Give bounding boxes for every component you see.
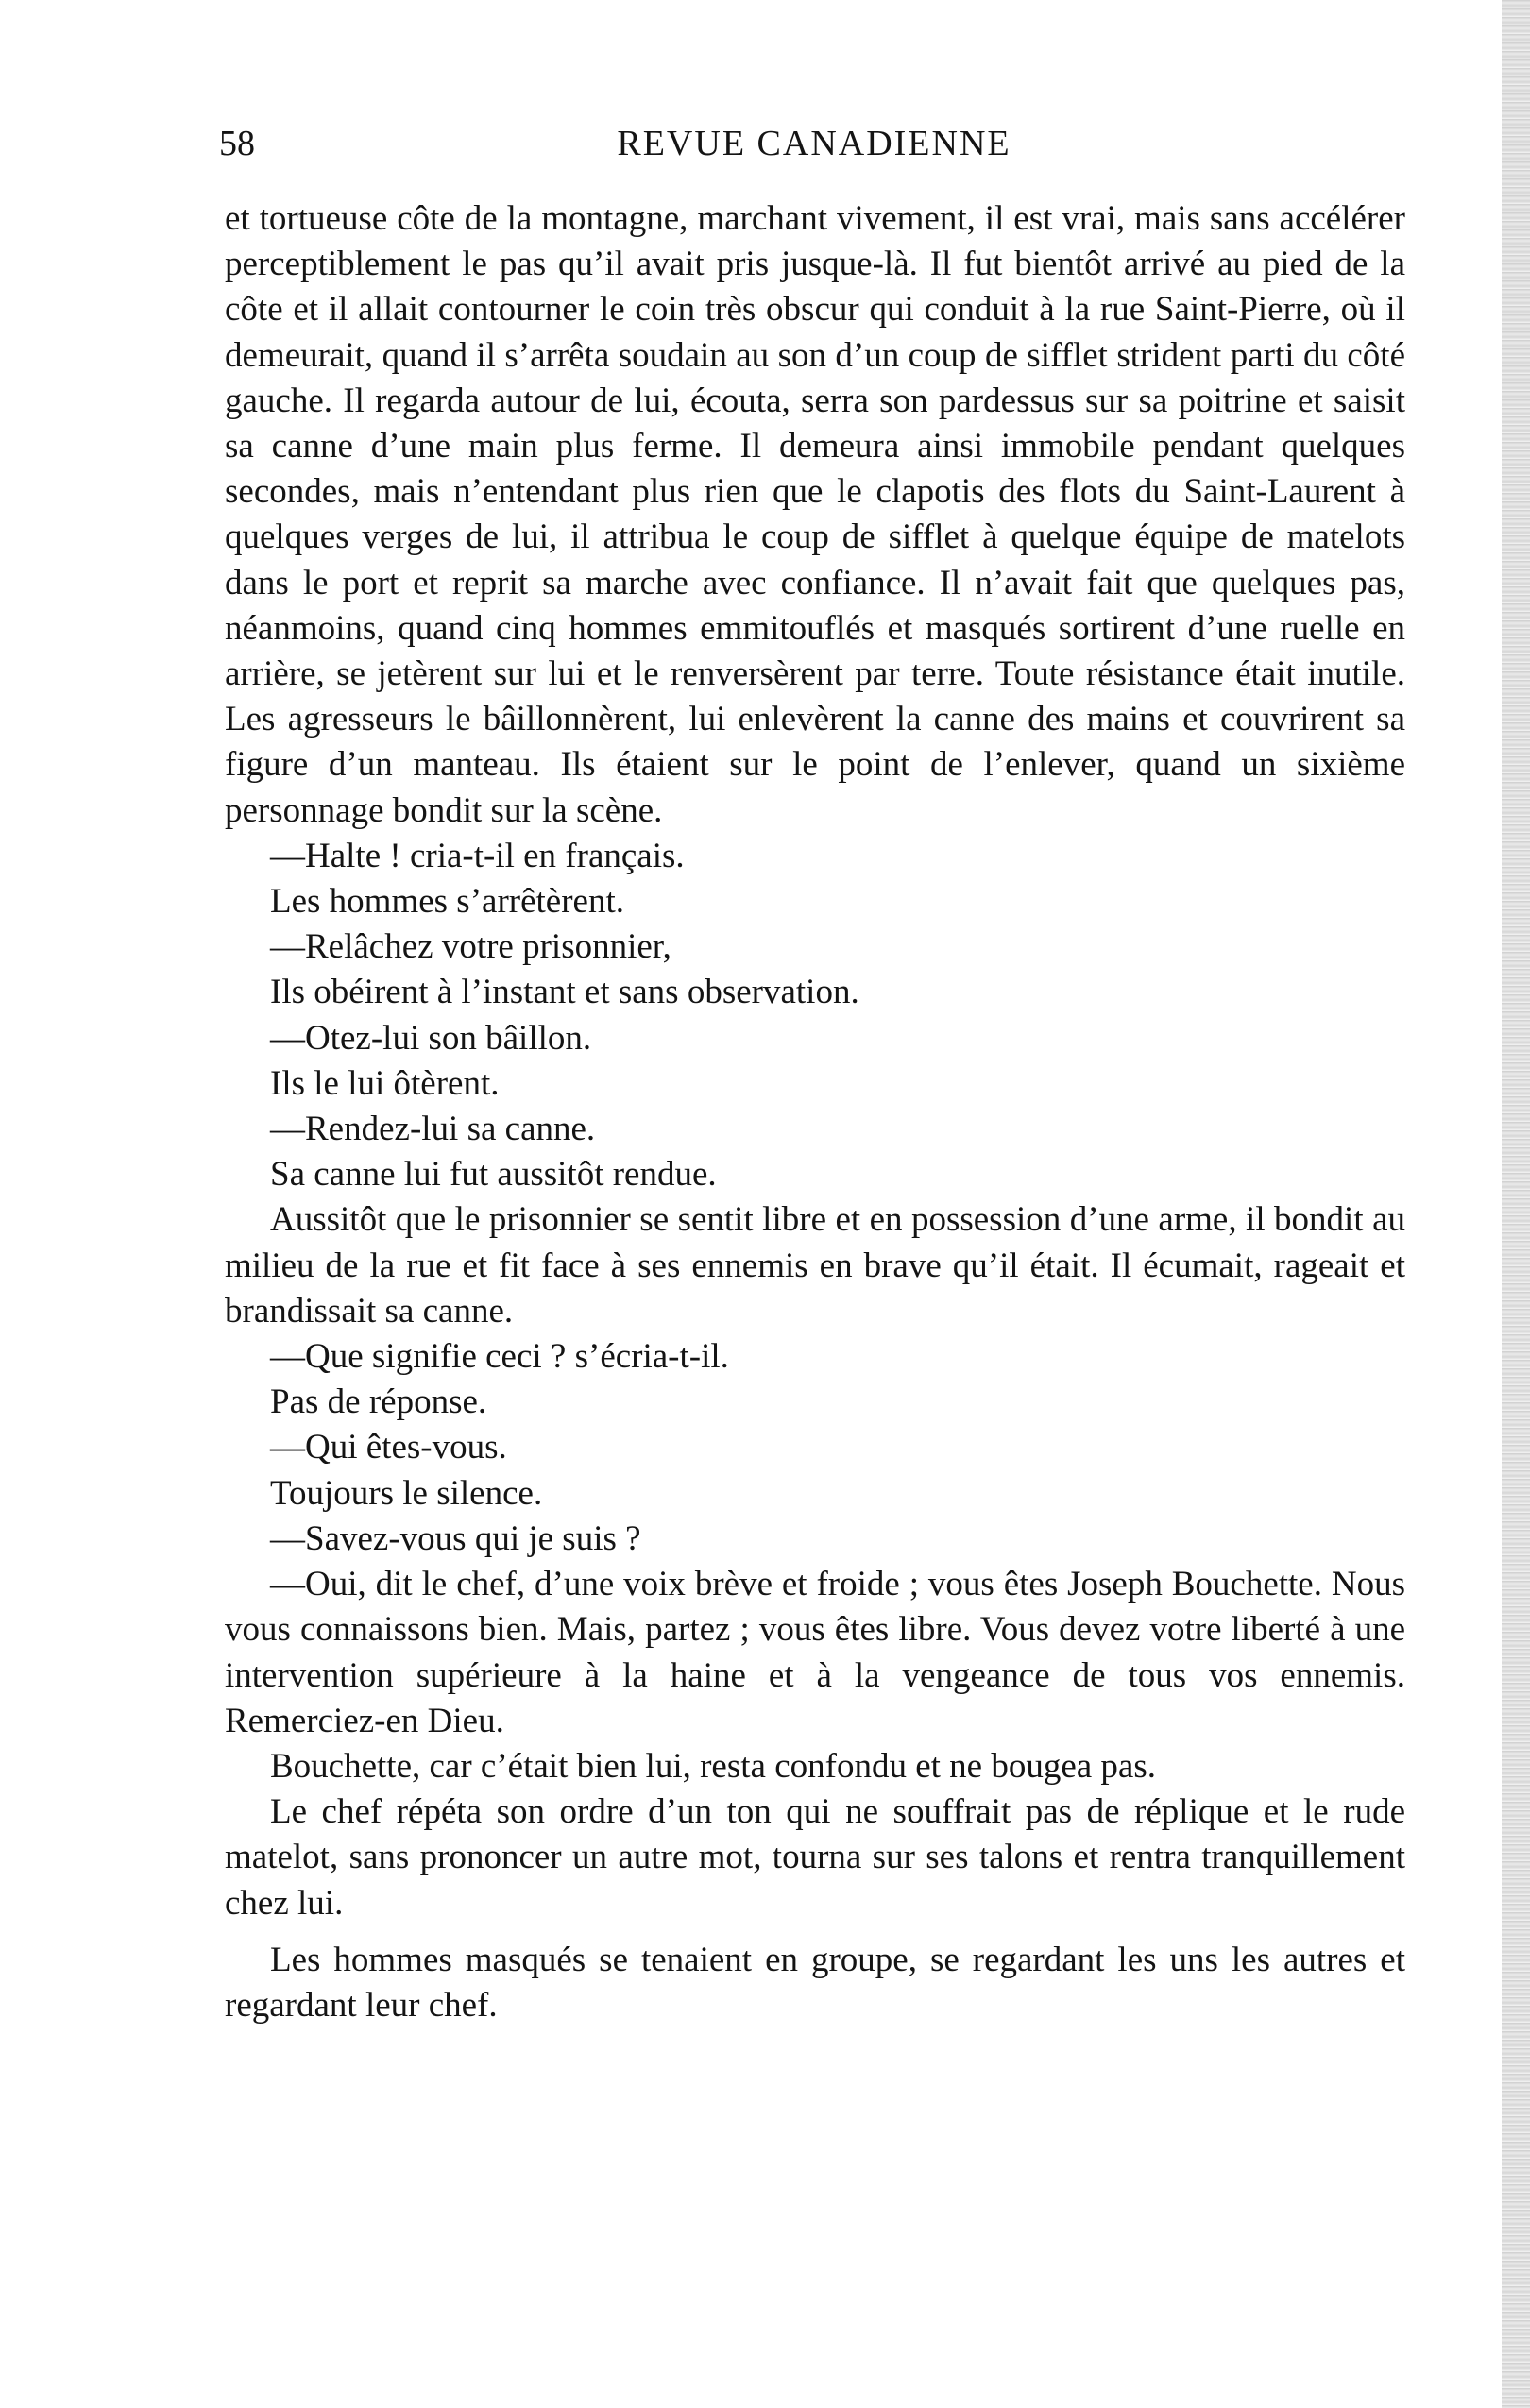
paragraph: Les hommes masqués se tenaient en groupe, se regardant les uns les autres et regardant leur chef. <box>225 1940 1405 2025</box>
paragraph: Ils le lui ôtèrent. <box>270 1063 500 1103</box>
paragraph: Pas de réponse. <box>270 1382 487 1422</box>
paragraph: et tortueuse côte de la montagne, marchant vivement, il est vrai, mais sans accélérer perceptiblement le pas qu’il avait pris jusque-là. Il fut bientôt arrivé au pied de la côte et il allait contourner le coin très obscur qui conduit à la rue Saint-Pierre, où il demeurait, quand il s’arrêta soudain au son d’un coup de sifflet strident parti du côté gauche. Il regarda autour de lui, écouta, serra son pardessus sur sa poitrine et saisit sa canne d’une main plus ferme. Il demeura ainsi immobile pendant quelques secondes, mais n’entendant plus rien que le clapotis des flots du Saint-Laurent à quelques verges de lui, il attribua le coup de sifflet à quelque équipe de matelots dans le port et reprit sa marche avec confiance. Il n’avait fait que quelques pas, néanmoins, quand cinq hommes emmitouflés et masqués sortirent d’une ruelle en arrière, se jetèrent sur lui et le renversèrent par terre. Toute résistance était inutile. Les agresseurs le bâillonnèrent, lui enlevèrent la canne des mains et couvrirent sa figure d’un manteau. Ils étaient sur le point de l’enlever, quand un sixième personnage bondit sur la scène. <box>225 199 1405 830</box>
paragraph: Sa canne lui fut aussitôt rendue. <box>270 1155 717 1195</box>
dialogue-line: —Oui, dit le chef, d’une voix brève et froide ; vous êtes Joseph Bouchette. Nous vous connaissons bien. Mais, partez ; vous êtes libre. Vous devez votre liberté à une intervention supérieure à la haine et à la vengeance de tous vos ennemis. Remerciez-en Dieu. <box>225 1565 1405 1740</box>
dialogue-line: —Relâchez votre prisonnier, <box>270 927 672 967</box>
paragraph: Bouchette, car c’était bien lui, resta confondu et ne bougea pas. <box>270 1746 1156 1786</box>
dialogue-line: —Que signifie ceci ? s’écria-t-il. <box>270 1337 729 1377</box>
dialogue-line: —Otez-lui son bâillon. <box>270 1018 592 1058</box>
paragraph: Le chef répéta son ordre d’un ton qui ne souffrait pas de réplique et le rude matelot, sans prononcer un autre mot, tourna sur ses talons et rentra tranquillement chez lui. <box>225 1792 1405 1923</box>
body-text <box>225 196 1405 2028</box>
paragraph: Aussitôt que le prisonnier se sentit libre et en possession d’une arme, il bondit au milieu de la rue et fit face à ses ennemis en brave qu’il était. Il écumait, rageait et brandissait sa canne. <box>225 1200 1405 1331</box>
dialogue-line: —Rendez-lui sa canne. <box>270 1110 596 1149</box>
page-header <box>219 123 1409 179</box>
page-number: 58 <box>219 124 255 163</box>
dialogue-line: —Halte ! cria-t-il en français. <box>270 836 685 875</box>
paragraph: Toujours le silence. <box>270 1473 543 1513</box>
paragraph: Les hommes s’arrêtèrent. <box>270 882 624 922</box>
dialogue-line: —Qui êtes-vous. <box>270 1428 507 1467</box>
running-title: REVUE CANADIENNE <box>617 124 1012 163</box>
paragraph: Ils obéirent à l’instant et sans observation. <box>270 973 859 1012</box>
dialogue-line: —Savez-vous qui je suis ? <box>270 1518 641 1558</box>
page-edge-scan-artifact <box>1502 0 1530 2408</box>
